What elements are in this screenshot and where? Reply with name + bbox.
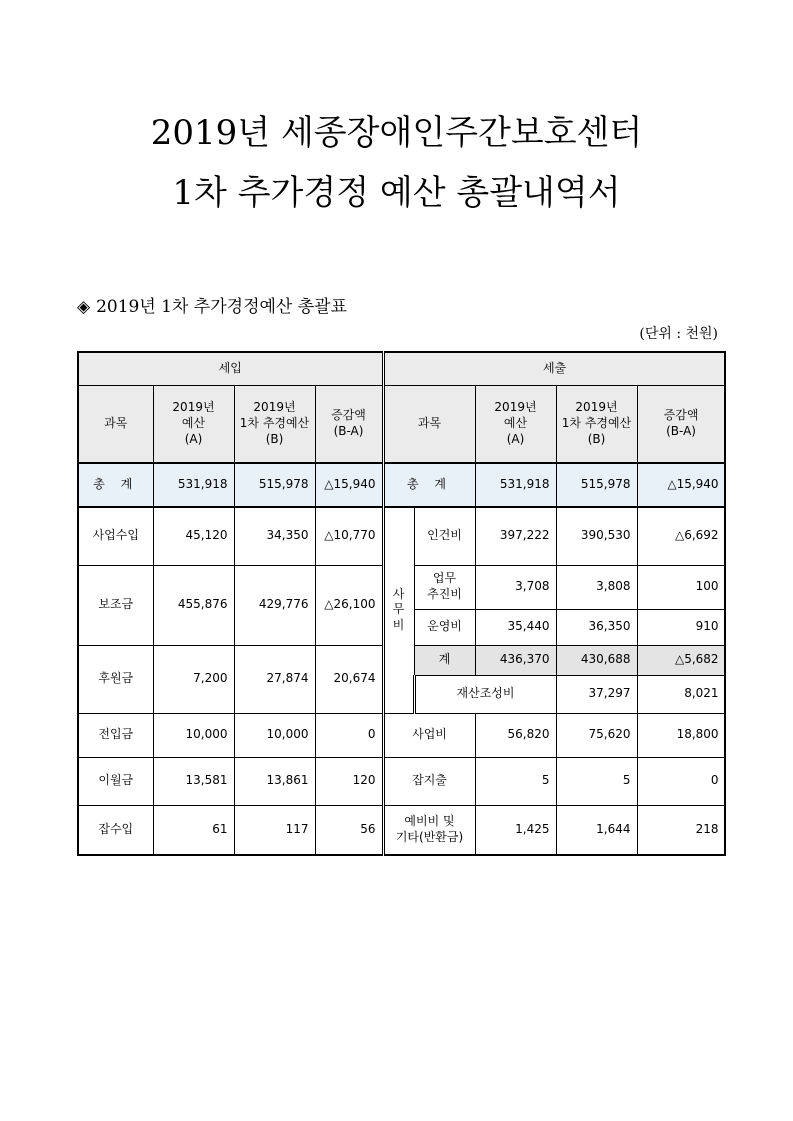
expense-item-diff: 910: [637, 609, 725, 645]
total-exp-diff: △15,940: [637, 463, 725, 507]
revenue-item-diff: △26,100: [315, 565, 383, 645]
revenue-item-diff: 120: [315, 757, 383, 805]
revenue-item-name: 잡수입: [78, 805, 153, 855]
office-subtotal-a: 436,370: [475, 645, 556, 675]
col-header-budget-b: 2019년 1차 추경예산 (B): [234, 385, 315, 463]
revenue-item-b: 13,861: [234, 757, 315, 805]
budget-summary-table: [77, 351, 726, 856]
diamond-icon: ◈: [77, 297, 91, 317]
column-header-row: [78, 385, 725, 463]
revenue-item-name: 이월금: [78, 757, 153, 805]
revenue-item-name: 사업수입: [78, 507, 153, 565]
office-subtotal-diff: △5,682: [637, 645, 725, 675]
revenue-item-a: 10,000: [153, 713, 234, 757]
revenue-item-b: 429,776: [234, 565, 315, 645]
expense-item-b: 390,530: [556, 507, 637, 565]
expense-item-diff: 18,800: [637, 713, 725, 757]
total-rev-b: 515,978: [234, 463, 315, 507]
col-header-diff-exp: 증감액 (B-A): [637, 385, 725, 463]
section-heading-text: 2019년 1차 추가경정예산 총괄표: [96, 297, 348, 317]
expense-item-a: 35,440: [475, 609, 556, 645]
section-heading: [77, 292, 347, 317]
total-label: 총 계: [78, 463, 153, 507]
col-header-budget-a-exp: 2019년 예산 (A): [475, 385, 556, 463]
revenue-item-a: 61: [153, 805, 234, 855]
expense-item-name: 사업비: [383, 713, 475, 757]
page-title-line-1: 2019년 세종장애인주간보호센터: [150, 113, 643, 153]
expense-item-diff: 218: [637, 805, 725, 855]
total-row: [78, 463, 725, 507]
revenue-item-name: 보조금: [78, 565, 153, 645]
revenue-item-b: 27,874: [234, 645, 315, 713]
revenue-item-b: 117: [234, 805, 315, 855]
table-row: [78, 805, 725, 855]
office-subtotal-b: 430,688: [556, 645, 637, 675]
total-rev-a: 531,918: [153, 463, 234, 507]
col-header-budget-b-exp: 2019년 1차 추경예산 (B): [556, 385, 637, 463]
col-header-diff: 증감액 (B-A): [315, 385, 383, 463]
revenue-item-a: 45,120: [153, 507, 234, 565]
revenue-item-diff: 0: [315, 713, 383, 757]
table-row: [78, 757, 725, 805]
expense-item-b: 1,644: [556, 805, 637, 855]
expense-item-diff: 100: [637, 565, 725, 609]
office-subtotal-label: 계: [414, 645, 475, 675]
expense-item-a: 3,708: [475, 565, 556, 609]
office-group-label: 사 무 비: [383, 507, 414, 713]
revenue-item-a: 7,200: [153, 645, 234, 713]
expense-item-b: 5: [556, 757, 637, 805]
revenue-item-name: 전입금: [78, 713, 153, 757]
expense-item-name: 인건비: [414, 507, 475, 565]
expense-item-b: 8,021: [637, 675, 725, 713]
expense-item-a: 397,222: [475, 507, 556, 565]
table-header-row: [78, 352, 725, 385]
total-rev-diff: △15,940: [315, 463, 383, 507]
unit-label: (단위 : 천원): [639, 326, 718, 342]
page-title-line-2: 1차 추가경정 예산 총괄내역서: [172, 173, 621, 213]
expense-item-diff: 0: [637, 757, 725, 805]
total-label-exp: 총 계: [383, 463, 475, 507]
revenue-item-name: 후원금: [78, 645, 153, 713]
col-header-item-exp: 과목: [383, 385, 475, 463]
expense-item-a: 37,297: [556, 675, 637, 713]
table-row: [78, 713, 725, 757]
expense-item-b: 3,808: [556, 565, 637, 609]
expense-item-name: 예비비 및 기타(반환금): [383, 805, 475, 855]
revenue-item-diff: 56: [315, 805, 383, 855]
expense-item-a: 56,820: [475, 713, 556, 757]
expense-item-name: 업무 추진비: [414, 565, 475, 609]
col-header-item: 과목: [78, 385, 153, 463]
expense-item-a: 5: [475, 757, 556, 805]
total-exp-a: 531,918: [475, 463, 556, 507]
expense-item-diff: △6,692: [637, 507, 725, 565]
revenue-item-diff: △10,770: [315, 507, 383, 565]
expense-item-a: 1,425: [475, 805, 556, 855]
revenue-item-b: 10,000: [234, 713, 315, 757]
revenue-item-a: 13,581: [153, 757, 234, 805]
expense-item-b: 36,350: [556, 609, 637, 645]
revenue-item-a: 455,876: [153, 565, 234, 645]
expense-item-b: 75,620: [556, 713, 637, 757]
table-row: [78, 507, 725, 547]
expense-item-name: 잡지출: [383, 757, 475, 805]
total-exp-b: 515,978: [556, 463, 637, 507]
expense-header: 세출: [383, 352, 725, 385]
revenue-item-b: 34,350: [234, 507, 315, 565]
revenue-item-diff: 20,674: [315, 645, 383, 713]
revenue-header: 세입: [78, 352, 383, 385]
expense-item-name: 운영비: [414, 609, 475, 645]
col-header-budget-a: 2019년 예산 (A): [153, 385, 234, 463]
expense-item-name: 재산조성비: [414, 675, 556, 713]
